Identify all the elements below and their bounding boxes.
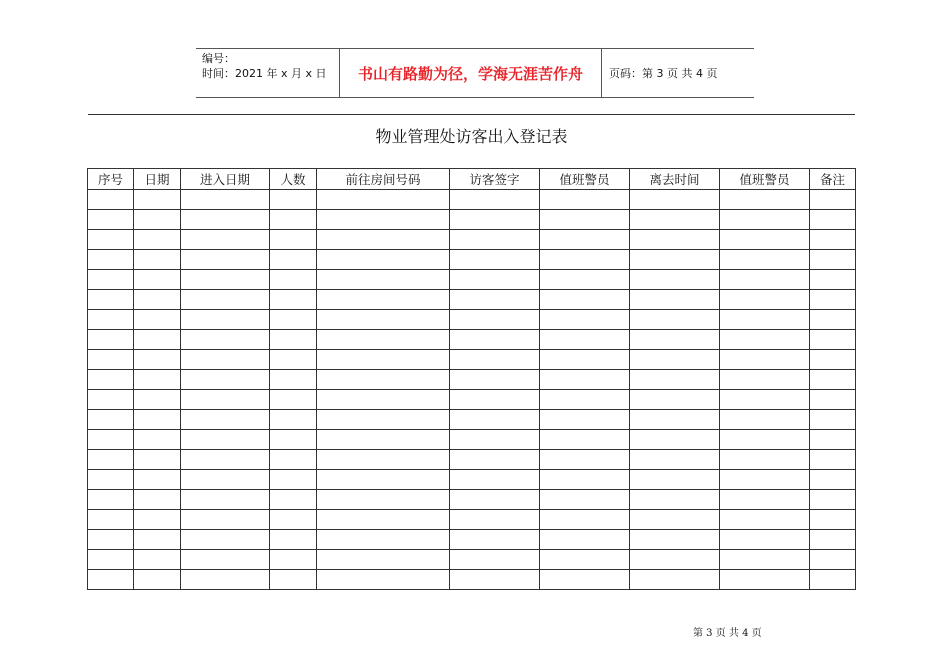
table-cell[interactable] (181, 270, 270, 290)
table-cell[interactable] (317, 390, 450, 410)
table-cell[interactable] (270, 470, 317, 490)
table-cell[interactable] (720, 510, 810, 530)
table-cell[interactable] (317, 290, 450, 310)
table-cell[interactable] (134, 350, 181, 370)
table-row (88, 230, 856, 250)
table-cell[interactable] (720, 570, 810, 590)
table-cell[interactable] (630, 230, 720, 250)
page-info: 页码：第 3 页 共 4 页 (609, 67, 718, 80)
table-cell[interactable] (540, 450, 630, 470)
table-row (88, 510, 856, 530)
table-cell[interactable] (540, 570, 630, 590)
table-cell[interactable] (134, 210, 181, 230)
table-cell[interactable] (270, 350, 317, 370)
table-cell[interactable] (630, 530, 720, 550)
table-row (88, 410, 856, 430)
table-cell[interactable] (450, 430, 540, 450)
table-cell[interactable] (88, 350, 134, 370)
table-cell[interactable] (810, 430, 856, 450)
table-cell[interactable] (88, 470, 134, 490)
table-cell[interactable] (720, 350, 810, 370)
table-cell[interactable] (450, 290, 540, 310)
table-cell[interactable] (810, 330, 856, 350)
table-cell[interactable] (270, 370, 317, 390)
table-row (88, 390, 856, 410)
table-cell[interactable] (540, 210, 630, 230)
table-cell[interactable] (270, 270, 317, 290)
table-cell[interactable] (88, 390, 134, 410)
table-row (88, 450, 856, 470)
table-cell[interactable] (317, 430, 450, 450)
table-cell[interactable] (630, 430, 720, 450)
table-row (88, 530, 856, 550)
table-cell[interactable] (88, 270, 134, 290)
table-cell[interactable] (270, 510, 317, 530)
table-cell[interactable] (450, 510, 540, 530)
table-cell[interactable] (720, 190, 810, 210)
table-cell[interactable] (810, 270, 856, 290)
table-cell[interactable] (540, 330, 630, 350)
table-cell[interactable] (450, 190, 540, 210)
table-cell[interactable] (450, 270, 540, 290)
table-cell[interactable] (181, 250, 270, 270)
table-cell[interactable] (720, 330, 810, 350)
table-cell[interactable] (181, 310, 270, 330)
table-cell[interactable] (181, 470, 270, 490)
table-cell[interactable] (810, 390, 856, 410)
table-cell[interactable] (540, 270, 630, 290)
table-cell[interactable] (630, 190, 720, 210)
table-cell[interactable] (720, 410, 810, 430)
table-cell[interactable] (317, 210, 450, 230)
table-cell[interactable] (134, 450, 181, 470)
table-cell[interactable] (88, 250, 134, 270)
table-cell[interactable] (540, 310, 630, 330)
table-cell[interactable] (630, 210, 720, 230)
table-cell[interactable] (88, 210, 134, 230)
table-row (88, 210, 856, 230)
table-cell[interactable] (181, 230, 270, 250)
table-cell[interactable] (181, 390, 270, 410)
table-cell[interactable] (540, 250, 630, 270)
table-cell[interactable] (540, 350, 630, 370)
visitor-log-table (87, 168, 856, 590)
table-cell[interactable] (720, 470, 810, 490)
page-title: 物业管理处访客出入登记表 (375, 127, 568, 146)
table-cell[interactable] (540, 190, 630, 210)
table-row (88, 290, 856, 310)
table-cell[interactable] (134, 250, 181, 270)
table-cell[interactable] (317, 190, 450, 210)
table-cell[interactable] (181, 450, 270, 470)
table-cell[interactable] (450, 570, 540, 590)
table-cell[interactable] (540, 550, 630, 570)
table-cell[interactable] (134, 390, 181, 410)
table-cell[interactable] (270, 390, 317, 410)
column-header: 前往房间号码 (317, 169, 450, 190)
table-cell[interactable] (270, 250, 317, 270)
header-rule (88, 114, 855, 115)
table-row (88, 330, 856, 350)
table-cell[interactable] (270, 290, 317, 310)
table-cell[interactable] (270, 310, 317, 330)
table-cell[interactable] (630, 570, 720, 590)
table-cell[interactable] (810, 530, 856, 550)
table-cell[interactable] (270, 330, 317, 350)
table-cell[interactable] (720, 530, 810, 550)
table-cell[interactable] (134, 310, 181, 330)
table-cell[interactable] (181, 210, 270, 230)
table-cell[interactable] (720, 430, 810, 450)
table-cell[interactable] (317, 330, 450, 350)
table-cell[interactable] (720, 270, 810, 290)
table-cell[interactable] (630, 290, 720, 310)
table-cell[interactable] (630, 310, 720, 330)
table-cell[interactable] (540, 430, 630, 450)
table-cell[interactable] (450, 310, 540, 330)
table-cell[interactable] (134, 510, 181, 530)
column-header: 人数 (270, 169, 317, 190)
table-cell[interactable] (270, 230, 317, 250)
table-cell[interactable] (810, 410, 856, 430)
table-cell[interactable] (630, 490, 720, 510)
table-cell[interactable] (88, 310, 134, 330)
table-cell[interactable] (181, 290, 270, 310)
table-cell[interactable] (450, 390, 540, 410)
table-cell[interactable] (270, 490, 317, 510)
table-row (88, 550, 856, 570)
table-cell[interactable] (540, 410, 630, 430)
table-cell[interactable] (630, 550, 720, 570)
table-cell[interactable] (88, 550, 134, 570)
table-row (88, 310, 856, 330)
date-label: 时间：2021 年 x 月 x 日 (202, 67, 327, 80)
column-header: 序号 (88, 169, 134, 190)
table-cell[interactable] (134, 190, 181, 210)
table-cell[interactable] (450, 250, 540, 270)
table-cell[interactable] (720, 290, 810, 310)
table-cell[interactable] (450, 530, 540, 550)
table-row (88, 490, 856, 510)
table-cell[interactable] (88, 230, 134, 250)
header-divider (601, 49, 602, 97)
table-cell[interactable] (720, 390, 810, 410)
table-cell[interactable] (630, 510, 720, 530)
table-cell[interactable] (88, 530, 134, 550)
table-cell[interactable] (181, 510, 270, 530)
table-cell[interactable] (630, 270, 720, 290)
table-cell[interactable] (270, 410, 317, 430)
table-body (88, 190, 856, 590)
table-row (88, 430, 856, 450)
table-cell[interactable] (88, 370, 134, 390)
table-cell[interactable] (181, 370, 270, 390)
table-cell[interactable] (720, 250, 810, 270)
table-cell[interactable] (270, 530, 317, 550)
table-cell[interactable] (630, 450, 720, 470)
table-cell[interactable] (450, 550, 540, 570)
table-cell[interactable] (134, 230, 181, 250)
table-cell[interactable] (630, 250, 720, 270)
table-cell[interactable] (810, 370, 856, 390)
table-cell[interactable] (450, 410, 540, 430)
table-cell[interactable] (810, 490, 856, 510)
table-cell[interactable] (134, 530, 181, 550)
table-cell[interactable] (317, 510, 450, 530)
table-cell[interactable] (630, 390, 720, 410)
document-header (196, 48, 754, 98)
table-cell[interactable] (540, 290, 630, 310)
doc-number-label: 编号： (202, 52, 235, 65)
table-cell[interactable] (88, 450, 134, 470)
table-cell[interactable] (810, 230, 856, 250)
table-cell[interactable] (270, 430, 317, 450)
table-cell[interactable] (317, 470, 450, 490)
table-cell[interactable] (134, 270, 181, 290)
column-header: 日期 (134, 169, 181, 190)
page-footer: 第 3 页 共 4 页 (693, 628, 762, 639)
table-cell[interactable] (181, 330, 270, 350)
table-cell[interactable] (317, 310, 450, 330)
table-cell[interactable] (317, 550, 450, 570)
table-cell[interactable] (720, 490, 810, 510)
table-cell[interactable] (540, 530, 630, 550)
header-slogan: 书山有路勤为径，学海无涯苦作舟 (357, 64, 583, 83)
table-cell[interactable] (810, 550, 856, 570)
table-cell[interactable] (540, 470, 630, 490)
column-header: 备注 (810, 169, 856, 190)
table-cell[interactable] (317, 570, 450, 590)
table-cell[interactable] (720, 550, 810, 570)
table-cell[interactable] (88, 430, 134, 450)
table-cell[interactable] (810, 570, 856, 590)
table-cell[interactable] (317, 410, 450, 430)
table-cell[interactable] (88, 490, 134, 510)
column-header: 访客签字 (450, 169, 540, 190)
table-cell[interactable] (181, 190, 270, 210)
table-cell[interactable] (134, 550, 181, 570)
table-cell[interactable] (317, 270, 450, 290)
table-cell[interactable] (317, 230, 450, 250)
header-meta (202, 51, 337, 95)
table-cell[interactable] (181, 350, 270, 370)
table-row (88, 370, 856, 390)
table-cell[interactable] (181, 530, 270, 550)
table-cell[interactable] (630, 350, 720, 370)
table-cell[interactable] (88, 290, 134, 310)
table-cell[interactable] (810, 210, 856, 230)
table-cell[interactable] (181, 490, 270, 510)
table-header-row (88, 169, 856, 190)
table-cell[interactable] (270, 190, 317, 210)
table-cell[interactable] (810, 350, 856, 370)
table-cell[interactable] (88, 410, 134, 430)
table-cell[interactable] (450, 490, 540, 510)
table-cell[interactable] (450, 370, 540, 390)
table-cell[interactable] (810, 470, 856, 490)
table-cell[interactable] (810, 510, 856, 530)
table-cell[interactable] (181, 550, 270, 570)
table-cell[interactable] (270, 450, 317, 470)
table-row (88, 570, 856, 590)
table-row (88, 350, 856, 370)
table-cell[interactable] (720, 310, 810, 330)
table-row (88, 250, 856, 270)
table-cell[interactable] (88, 330, 134, 350)
table-cell[interactable] (317, 350, 450, 370)
table-cell[interactable] (134, 430, 181, 450)
table-cell[interactable] (181, 430, 270, 450)
table-cell[interactable] (317, 450, 450, 470)
table-cell[interactable] (630, 370, 720, 390)
column-header: 进入日期 (181, 169, 270, 190)
table-cell[interactable] (317, 490, 450, 510)
table-cell[interactable] (270, 550, 317, 570)
table-cell[interactable] (810, 450, 856, 470)
table-cell[interactable] (450, 210, 540, 230)
table-cell[interactable] (720, 230, 810, 250)
table-cell[interactable] (134, 570, 181, 590)
table-cell[interactable] (810, 310, 856, 330)
column-header: 离去时间 (630, 169, 720, 190)
table-cell[interactable] (810, 290, 856, 310)
column-header: 值班警员 (720, 169, 810, 190)
table-cell[interactable] (181, 570, 270, 590)
table-cell[interactable] (270, 570, 317, 590)
table-cell[interactable] (450, 350, 540, 370)
table-cell[interactable] (450, 470, 540, 490)
table-cell[interactable] (134, 330, 181, 350)
table-cell[interactable] (134, 410, 181, 430)
table-cell[interactable] (450, 230, 540, 250)
table-cell[interactable] (317, 370, 450, 390)
table-cell[interactable] (720, 450, 810, 470)
table-cell[interactable] (181, 410, 270, 430)
table-row (88, 470, 856, 490)
table-cell[interactable] (88, 190, 134, 210)
table-cell[interactable] (450, 330, 540, 350)
table-cell[interactable] (810, 250, 856, 270)
table-cell[interactable] (540, 370, 630, 390)
table-cell[interactable] (88, 570, 134, 590)
table-cell[interactable] (134, 290, 181, 310)
table-cell[interactable] (540, 510, 630, 530)
table-row (88, 270, 856, 290)
column-header: 值班警员 (540, 169, 630, 190)
table-cell[interactable] (720, 370, 810, 390)
table-row (88, 190, 856, 210)
table-cell[interactable] (630, 330, 720, 350)
table-cell[interactable] (317, 530, 450, 550)
table-cell[interactable] (450, 450, 540, 470)
table-cell[interactable] (630, 410, 720, 430)
table-cell[interactable] (317, 250, 450, 270)
table-cell[interactable] (88, 510, 134, 530)
table-cell[interactable] (270, 210, 317, 230)
table-cell[interactable] (540, 390, 630, 410)
table-cell[interactable] (810, 190, 856, 210)
table-cell[interactable] (630, 470, 720, 490)
table-cell[interactable] (720, 210, 810, 230)
table-cell[interactable] (134, 490, 181, 510)
table-cell[interactable] (134, 370, 181, 390)
table-cell[interactable] (540, 490, 630, 510)
table-cell[interactable] (540, 230, 630, 250)
table-cell[interactable] (134, 470, 181, 490)
